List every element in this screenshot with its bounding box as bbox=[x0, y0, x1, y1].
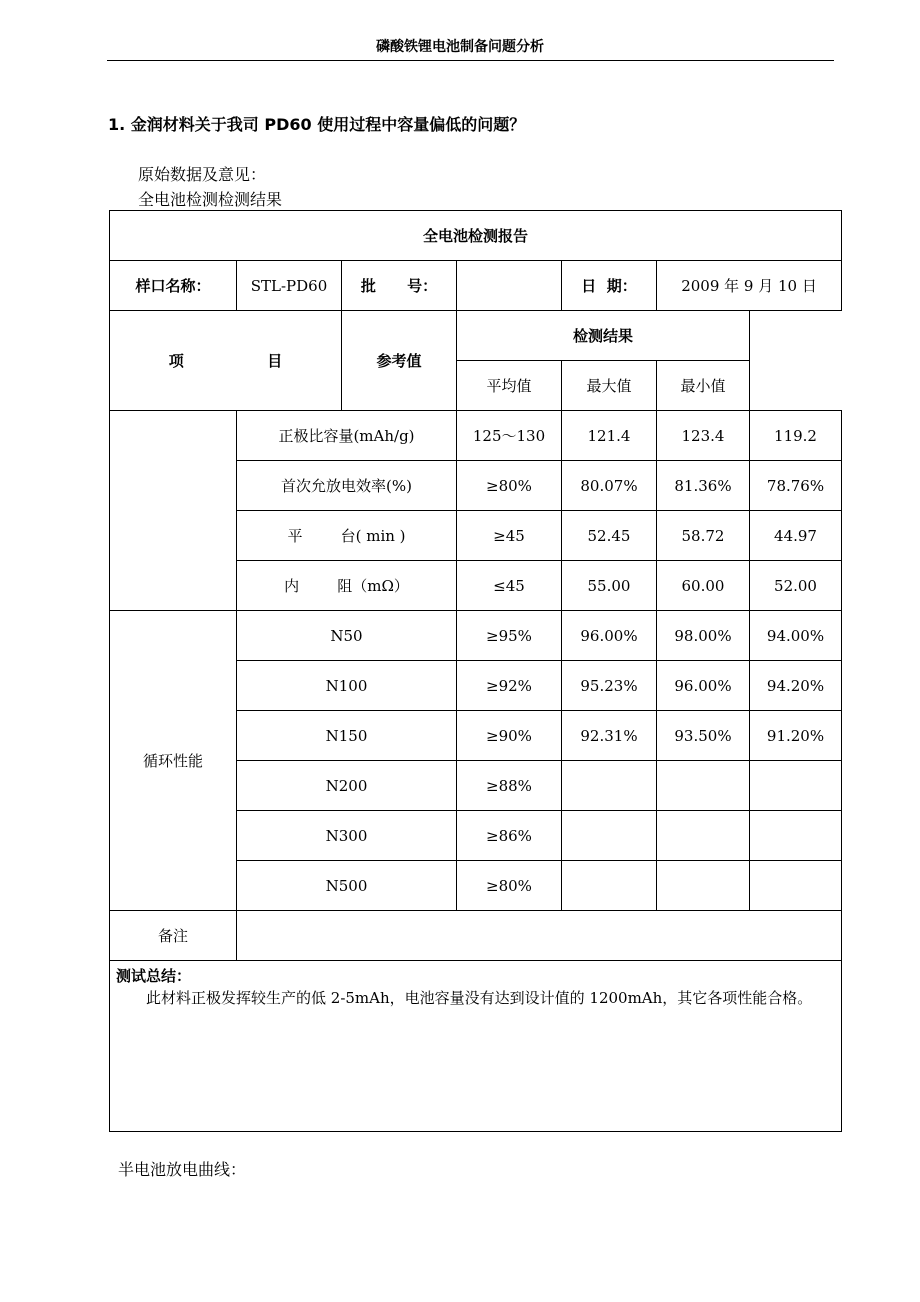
min-header: 最小值 bbox=[657, 361, 750, 411]
row-min bbox=[750, 761, 842, 811]
row-min: 119.2 bbox=[750, 411, 842, 461]
remarks-value bbox=[237, 911, 842, 961]
table-row bbox=[110, 411, 842, 461]
row-max: 60.00 bbox=[657, 561, 750, 611]
row-min bbox=[750, 811, 842, 861]
max-header: 最大值 bbox=[562, 361, 657, 411]
row-min: 78.76% bbox=[750, 461, 842, 511]
row-ref: ≥45 bbox=[457, 511, 562, 561]
row-max bbox=[657, 861, 750, 911]
row-max: 96.00% bbox=[657, 661, 750, 711]
row-ref: ≥90% bbox=[457, 711, 562, 761]
row-item: N50 bbox=[237, 611, 457, 661]
row-item: N100 bbox=[237, 661, 457, 711]
basic-group-cell bbox=[110, 411, 237, 611]
page-header-title: 磷酸铁锂电池制备问题分析 bbox=[376, 39, 544, 55]
row-min: 91.20% bbox=[750, 711, 842, 761]
row-item: N200 bbox=[237, 761, 457, 811]
intro-line-1: 原始数据及意见： bbox=[138, 165, 267, 184]
row-avg: 52.45 bbox=[562, 511, 657, 561]
row-max: 81.36% bbox=[657, 461, 750, 511]
row-max bbox=[657, 811, 750, 861]
row-min: 94.00% bbox=[750, 611, 842, 661]
row-avg bbox=[562, 811, 657, 861]
summary-title: 测试总结： bbox=[116, 967, 192, 985]
date-label: 日 期： bbox=[562, 261, 657, 311]
reference-header: 参考值 bbox=[342, 311, 457, 411]
intro-line-2: 全电池检测检测结果 bbox=[138, 190, 283, 209]
row-avg: 96.00% bbox=[562, 611, 657, 661]
date-value: 2009 年 9 月 10 日 bbox=[657, 261, 842, 311]
row-max: 123.4 bbox=[657, 411, 750, 461]
half-cell-curve-caption: 半电池放电曲线： bbox=[118, 1160, 247, 1179]
row-ref: ≤45 bbox=[457, 561, 562, 611]
row-avg bbox=[562, 861, 657, 911]
row-item: 正极比容量(mAh/g) bbox=[237, 411, 457, 461]
row-min: 94.20% bbox=[750, 661, 842, 711]
sample-label: 样口名称： bbox=[110, 261, 237, 311]
cycle-performance-label: 循环性能 bbox=[110, 611, 237, 911]
row-item: 平 台( min ) bbox=[237, 511, 457, 561]
row-avg bbox=[562, 761, 657, 811]
batch-value bbox=[457, 261, 562, 311]
row-ref: ≥95% bbox=[457, 611, 562, 661]
row-ref: ≥92% bbox=[457, 661, 562, 711]
row-avg: 80.07% bbox=[562, 461, 657, 511]
header-divider bbox=[107, 60, 834, 61]
row-ref: ≥80% bbox=[457, 861, 562, 911]
report-title: 全电池检测报告 bbox=[110, 211, 842, 261]
row-max: 58.72 bbox=[657, 511, 750, 561]
row-min bbox=[750, 861, 842, 911]
row-max: 98.00% bbox=[657, 611, 750, 661]
row-avg: 92.31% bbox=[562, 711, 657, 761]
report-table bbox=[109, 210, 842, 1132]
result-header: 检测结果 bbox=[457, 311, 750, 361]
row-item: N500 bbox=[237, 861, 457, 911]
row-max: 93.50% bbox=[657, 711, 750, 761]
row-min: 44.97 bbox=[750, 511, 842, 561]
question-heading: 1. 金润材料关于我司 PD60 使用过程中容量偏低的问题？ bbox=[108, 115, 526, 134]
row-ref: ≥88% bbox=[457, 761, 562, 811]
remarks-label: 备注 bbox=[110, 911, 237, 961]
row-item: N150 bbox=[237, 711, 457, 761]
row-item: N300 bbox=[237, 811, 457, 861]
summary-cell bbox=[110, 961, 842, 1132]
row-min: 52.00 bbox=[750, 561, 842, 611]
row-avg: 121.4 bbox=[562, 411, 657, 461]
row-avg: 55.00 bbox=[562, 561, 657, 611]
batch-label: 批 号： bbox=[342, 261, 457, 311]
table-row bbox=[110, 611, 842, 661]
row-ref: ≥86% bbox=[457, 811, 562, 861]
row-item: 内 阻（mΩ） bbox=[237, 561, 457, 611]
avg-header: 平均值 bbox=[457, 361, 562, 411]
row-max bbox=[657, 761, 750, 811]
row-ref: ≥80% bbox=[457, 461, 562, 511]
item-header: 项 目 bbox=[110, 311, 342, 411]
sample-value: STL-PD60 bbox=[237, 261, 342, 311]
row-avg: 95.23% bbox=[562, 661, 657, 711]
row-item: 首次允放电效率(%) bbox=[237, 461, 457, 511]
summary-text: 此材料正极发挥较生产的低 2-5mAh，电池容量没有达到设计值的 1200mAh，其它各项性能合格。 bbox=[146, 989, 813, 1007]
row-ref: 125～130 bbox=[457, 411, 562, 461]
